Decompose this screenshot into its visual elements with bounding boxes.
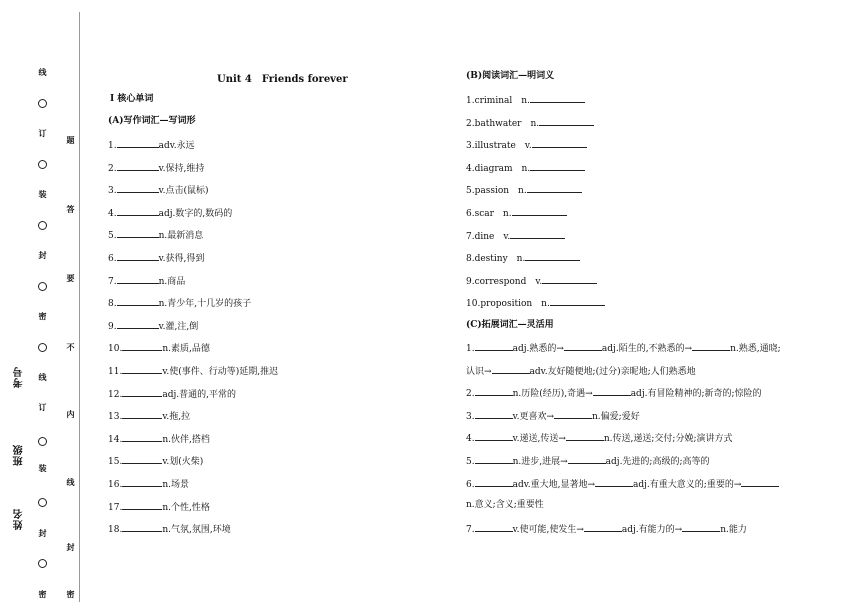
list-item bbox=[466, 252, 580, 265]
answer-blank[interactable] bbox=[530, 162, 585, 171]
item-number: 6. bbox=[108, 254, 117, 264]
answer-blank[interactable] bbox=[530, 94, 585, 103]
list-item bbox=[108, 207, 232, 220]
item-text: 4.diagram n. bbox=[466, 163, 531, 174]
binding-char: 内 bbox=[66, 410, 76, 418]
binding-hole bbox=[38, 437, 47, 446]
item-number: 7. bbox=[108, 276, 117, 287]
binding-char: 封 bbox=[38, 251, 48, 259]
answer-blank[interactable] bbox=[532, 139, 587, 148]
item-text: n.进步,进展→ bbox=[512, 457, 568, 467]
item-number: 7. bbox=[466, 524, 475, 535]
item-text: n.气氛,氛围,环境 bbox=[162, 525, 231, 536]
answer-blank[interactable] bbox=[117, 275, 159, 284]
item-text: adv.重大地,显著地→ bbox=[512, 479, 596, 490]
item-number: 8. bbox=[108, 299, 117, 310]
answer-blank[interactable] bbox=[117, 184, 159, 193]
item-number: 2. bbox=[108, 163, 117, 174]
item-text: n.能力 bbox=[720, 524, 747, 535]
item-number: 16. bbox=[108, 480, 123, 490]
item-text: 10.proposition n. bbox=[466, 299, 550, 310]
binding-char: 密 bbox=[66, 590, 76, 598]
item-text: adj.陌生的,不熟悉的→ bbox=[601, 344, 693, 354]
list-item bbox=[466, 297, 605, 310]
item-text: v.灌,注,倒 bbox=[158, 321, 199, 332]
binding-hole bbox=[38, 99, 47, 108]
answer-blank[interactable] bbox=[122, 523, 162, 532]
item-number: 5. bbox=[466, 457, 475, 467]
item-text: 7.dine v. bbox=[466, 231, 511, 242]
binding-char: 要 bbox=[66, 274, 76, 282]
item-text: v.划(火柴) bbox=[162, 457, 204, 468]
binding-char: 封 bbox=[66, 543, 76, 551]
binding-char: 密 bbox=[38, 590, 48, 598]
item-number: 17. bbox=[108, 502, 123, 513]
item-text: n.最新消息 bbox=[158, 231, 204, 242]
answer-blank[interactable] bbox=[117, 139, 159, 148]
answer-blank[interactable] bbox=[525, 252, 580, 261]
item-text: v.保持,维持 bbox=[158, 163, 205, 174]
item-text: adv.友好随便地;(过分)亲昵地;人们熟悉地 bbox=[529, 366, 696, 377]
item-text: n.个性,性格 bbox=[162, 502, 210, 513]
item-text: adv.永远 bbox=[158, 141, 195, 151]
binding-char: 不 bbox=[66, 343, 76, 351]
binding-hole bbox=[38, 221, 47, 230]
binding-hole bbox=[38, 282, 47, 291]
answer-blank[interactable] bbox=[512, 207, 567, 216]
list-item bbox=[108, 478, 189, 491]
list-item bbox=[466, 432, 733, 445]
list-item bbox=[466, 230, 565, 243]
list-item bbox=[108, 229, 203, 242]
item-text: n.商品 bbox=[158, 276, 186, 287]
list-item bbox=[108, 162, 204, 175]
answer-blank[interactable] bbox=[117, 252, 159, 261]
answer-blank[interactable] bbox=[554, 410, 592, 419]
answer-blank[interactable] bbox=[741, 478, 779, 487]
answer-blank[interactable] bbox=[692, 342, 730, 351]
answer-blank[interactable] bbox=[566, 432, 604, 441]
page-title: Unit 4 Friends forever bbox=[217, 74, 348, 85]
item-text: n.场景 bbox=[162, 480, 189, 490]
item-text: n.伙伴,搭档 bbox=[162, 434, 210, 445]
answer-blank[interactable] bbox=[475, 387, 513, 396]
list-item bbox=[466, 94, 585, 107]
item-text: adj.有重大意义的;重要的→ bbox=[633, 479, 742, 490]
binding-char: 订 bbox=[38, 403, 48, 411]
answer-blank[interactable] bbox=[117, 320, 159, 329]
binding-char: 装 bbox=[38, 464, 48, 472]
item-text: n.传送,递送;交付;分娩;演讲方式 bbox=[603, 434, 733, 445]
list-item bbox=[466, 523, 747, 536]
answer-blank[interactable] bbox=[122, 388, 162, 397]
binding-hole bbox=[38, 343, 47, 352]
answer-blank[interactable] bbox=[527, 184, 582, 193]
answer-blank[interactable] bbox=[122, 410, 162, 419]
answer-blank[interactable] bbox=[122, 365, 162, 374]
answer-blank[interactable] bbox=[122, 501, 162, 510]
list-item bbox=[108, 501, 210, 514]
item-text: adj.熟悉的→ bbox=[512, 344, 564, 354]
name-label: 姓名 bbox=[14, 508, 25, 530]
answer-blank[interactable] bbox=[492, 365, 530, 374]
list-item bbox=[108, 252, 204, 265]
list-item bbox=[108, 184, 209, 197]
answer-blank[interactable] bbox=[122, 342, 162, 351]
item-text: adj.先进的;高级的;高等的 bbox=[605, 457, 710, 467]
answer-blank[interactable] bbox=[475, 410, 513, 419]
item-text: v.使可能,使发生→ bbox=[512, 524, 584, 535]
answer-blank[interactable] bbox=[584, 523, 622, 532]
answer-blank[interactable] bbox=[542, 275, 597, 284]
item-number: 6. bbox=[466, 479, 475, 490]
answer-blank[interactable] bbox=[117, 229, 159, 238]
answer-blank[interactable] bbox=[564, 342, 602, 351]
item-number: 14. bbox=[108, 434, 123, 445]
item-text: v.获得,得到 bbox=[158, 254, 205, 264]
item-text: 3.illustrate v. bbox=[466, 141, 532, 152]
answer-blank[interactable] bbox=[122, 433, 162, 442]
binding-hole bbox=[38, 160, 47, 169]
item-text: 认识→ bbox=[466, 366, 492, 377]
answer-blank[interactable] bbox=[539, 117, 594, 126]
answer-blank[interactable] bbox=[475, 342, 513, 351]
list-item bbox=[108, 433, 210, 446]
list-item bbox=[466, 117, 594, 130]
list-item bbox=[466, 162, 585, 175]
item-text: adj.普通的,平常的 bbox=[162, 389, 236, 400]
answer-blank[interactable] bbox=[550, 297, 605, 306]
binding-char: 线 bbox=[38, 68, 48, 76]
item-text: 9.correspond v. bbox=[466, 276, 543, 287]
item-number: 9. bbox=[108, 321, 117, 332]
item-number: 2. bbox=[466, 389, 475, 400]
item-number: 3. bbox=[108, 186, 117, 197]
binding-hole bbox=[38, 498, 47, 507]
section-heading: Ⅰ 核心单词 bbox=[110, 94, 154, 104]
item-text: n.历险(经历),奇遇→ bbox=[512, 389, 593, 400]
answer-blank[interactable] bbox=[117, 297, 159, 306]
item-text: adj.有能力的→ bbox=[621, 524, 683, 535]
binding-char: 封 bbox=[38, 529, 48, 537]
binding-line bbox=[79, 12, 80, 602]
item-text: n.熟悉,通晓; bbox=[730, 344, 781, 354]
list-item bbox=[466, 139, 587, 152]
item-text: n.偏爱;爱好 bbox=[592, 411, 640, 422]
list-item bbox=[466, 275, 597, 288]
list-item bbox=[108, 320, 198, 333]
item-text: 1.criminal n. bbox=[466, 96, 530, 106]
item-number: 11. bbox=[108, 367, 123, 377]
item-text: v.使(事件、行动等)延期,推迟 bbox=[162, 367, 279, 377]
answer-blank[interactable] bbox=[595, 478, 633, 487]
binding-char: 答 bbox=[66, 205, 76, 213]
binding-char: 装 bbox=[38, 190, 48, 198]
item-text: v.更喜欢→ bbox=[512, 411, 555, 422]
list-item bbox=[108, 365, 278, 378]
item-number: 12. bbox=[108, 389, 123, 400]
list-item bbox=[466, 455, 710, 468]
item-number: 5. bbox=[108, 231, 117, 242]
binding-char: 订 bbox=[38, 129, 48, 137]
part-a-heading: (A)写作词汇—写词形 bbox=[108, 116, 196, 126]
answer-blank[interactable] bbox=[593, 387, 631, 396]
answer-blank[interactable] bbox=[117, 162, 159, 171]
list-item bbox=[108, 410, 190, 423]
item-text: v.递送,传送→ bbox=[512, 434, 566, 445]
binding-char: 题 bbox=[66, 136, 76, 144]
list-item bbox=[466, 478, 779, 491]
answer-blank[interactable] bbox=[475, 432, 513, 441]
item-text: v.点击(鼠标) bbox=[158, 186, 209, 197]
item-text: n.青少年,十几岁的孩子 bbox=[158, 299, 252, 310]
list-item bbox=[466, 365, 696, 378]
answer-blank[interactable] bbox=[117, 207, 159, 216]
answer-blank[interactable] bbox=[475, 523, 513, 532]
list-item bbox=[108, 455, 203, 468]
binding-hole bbox=[38, 559, 47, 568]
list-item bbox=[108, 342, 210, 355]
item-number: 15. bbox=[108, 457, 123, 468]
answer-blank[interactable] bbox=[475, 478, 513, 487]
part-c-heading: (C)拓展词汇—灵活用 bbox=[466, 320, 554, 330]
list-item bbox=[466, 387, 762, 400]
list-item bbox=[108, 297, 251, 310]
answer-blank[interactable] bbox=[122, 478, 162, 487]
item-number: 4. bbox=[466, 434, 475, 445]
binding-char: 密 bbox=[38, 312, 48, 320]
item-number: 1. bbox=[466, 344, 475, 354]
answer-blank[interactable] bbox=[568, 455, 606, 464]
list-item bbox=[466, 410, 640, 423]
item-text: n.意义;含义;重要性 bbox=[466, 500, 544, 511]
list-item bbox=[108, 275, 185, 288]
item-text: adj.数字的,数码的 bbox=[158, 208, 233, 219]
item-number: 3. bbox=[466, 411, 475, 422]
binding-char: 线 bbox=[66, 478, 76, 486]
exam-number-label: 考号 bbox=[14, 366, 25, 388]
item-text: n.素质,品德 bbox=[162, 344, 210, 355]
binding-char: 线 bbox=[38, 373, 48, 381]
binding-margin bbox=[0, 0, 80, 608]
item-text: 8.destiny n. bbox=[466, 254, 526, 265]
list-item bbox=[466, 184, 582, 197]
item-text: 6.scar n. bbox=[466, 209, 512, 219]
item-number: 1. bbox=[108, 141, 117, 151]
class-label: 班级 bbox=[14, 444, 25, 466]
list-item bbox=[466, 500, 544, 511]
item-text: v.拖,拉 bbox=[162, 412, 191, 423]
list-item bbox=[466, 207, 567, 220]
answer-blank[interactable] bbox=[122, 455, 162, 464]
item-number: 13. bbox=[108, 412, 123, 423]
answer-blank[interactable] bbox=[510, 230, 565, 239]
item-text: 2.bathwater n. bbox=[466, 118, 540, 129]
list-item bbox=[108, 388, 236, 401]
list-item bbox=[108, 523, 231, 536]
item-number: 18. bbox=[108, 525, 123, 536]
list-item bbox=[108, 139, 195, 152]
item-number: 10. bbox=[108, 344, 123, 355]
part-b-heading: (B)阅读词汇—明词义 bbox=[466, 71, 555, 81]
item-text: 5.passion n. bbox=[466, 186, 527, 197]
answer-blank[interactable] bbox=[475, 455, 513, 464]
item-number: 4. bbox=[108, 208, 117, 219]
answer-blank[interactable] bbox=[682, 523, 720, 532]
item-text: adj.有冒险精神的;新奇的;惊险的 bbox=[630, 389, 762, 400]
list-item bbox=[466, 342, 781, 355]
